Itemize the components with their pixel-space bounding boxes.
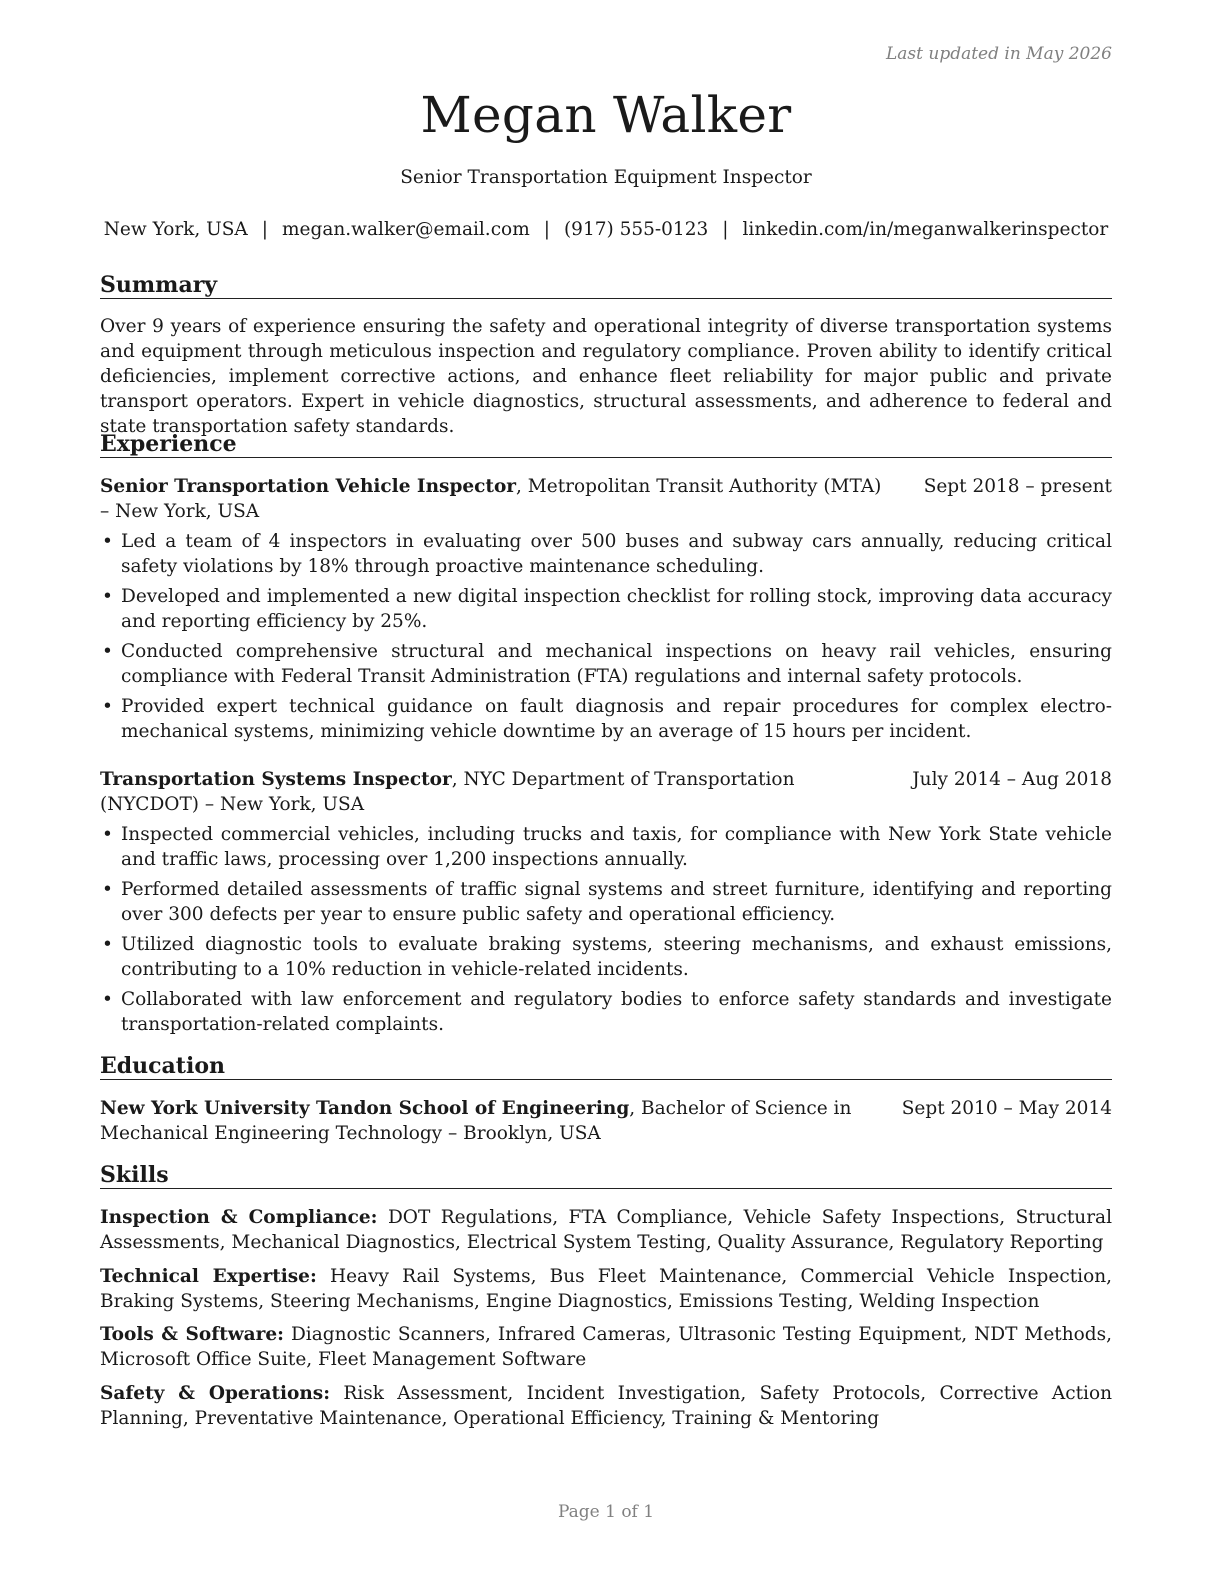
job-bullet-list [100,529,1112,749]
section-title-summary: Summary [100,272,1112,299]
summary-text: Over 9 years of experience ensuring the safety and operational integrity of diverse transportation systems and equipment through meticulous inspection and regulatory compliance. Proven ability to identify critical deficiencies, implement corrective actions, and enhance fleet reliability for major public and private transport operators. Expert in vehicle diagnostics, structural assessments, and adherence to federal and state transportation safety standards. [100,316,1112,437]
job-organization: , NYC Department of Transportation (NYCDOT) – New York, USA [100,769,795,815]
skill-group [100,1322,1112,1372]
contact-separator: | [261,219,269,240]
job-dates: July 2014 – Aug 2018 [912,769,1112,790]
job-bullet: • Conducted comprehensive structural and mechanical inspections on heavy rail vehicles, ensuring compliance with Federal Transit Administration (FTA) regulations and internal safety protocols. [100,639,1112,689]
job-role: Transportation Systems Inspector [100,769,452,790]
skill-group [100,1381,1112,1431]
section-title-education: Education [100,1053,1112,1080]
last-updated-note: Last updated in May 2026 [885,44,1112,64]
job-bullet: • Led a team of 4 inspectors in evaluating over 500 buses and subway cars annually, reducing critical safety violations by 18% through proactive maintenance scheduling. [100,529,1112,579]
job-role: Senior Transportation Vehicle Inspector [100,476,517,497]
skill-group-items: Heavy Rail Systems, Bus Fleet Maintenance, Commercial Vehicle Inspection, Braking Systems, Steering Mechanisms, Engine Diagnostics, Emissions Testing, Welding Inspection [100,1266,1112,1312]
section-title-experience: Experience [100,431,1112,458]
job-bullet: • Utilized diagnostic tools to evaluate braking systems, steering mechanisms, and exhaust emissions, contributing to a 10% reduction in vehicle-related incidents. [100,932,1112,982]
skill-group-label: Tools & Software: [100,1324,284,1345]
job-bullet: • Performed detailed assessments of traffic signal systems and street furniture, identifying and reporting over 300 defects per year to ensure public safety and operational efficiency. [100,877,1112,927]
resume-page [100,0,1112,1584]
job-bullet: • Provided expert technical guidance on fault diagnosis and repair procedures for complex electro-mechanical systems, minimizing vehicle downtime by an average of 15 hours per incident. [100,694,1112,744]
candidate-headline: Senior Transportation Equipment Inspector [400,167,812,188]
skill-group [100,1264,1112,1314]
education-dates: Sept 2010 – May 2014 [901,1098,1112,1119]
job-bullet-list [100,822,1112,1042]
skill-group-label: Technical Expertise: [100,1266,317,1287]
section-title-skills: Skills [100,1162,1112,1189]
contact-separator: | [543,219,550,240]
contact-location: New York, USA [103,219,248,240]
skill-group-label: Safety & Operations: [100,1383,331,1404]
contact-linkedin[interactable]: linkedin.com/in/meganwalkerinspector [742,219,1109,240]
contact-line [100,219,1112,240]
degree-text: , Bachelor of Science in Mechanical Engineering Technology – Brooklyn, USA [100,1098,852,1144]
skill-group-items: Diagnostic Scanners, Infrared Cameras, Ultrasonic Testing Equipment, NDT Methods, Microsoft Office Suite, Fleet Management Software [100,1324,1112,1370]
skill-group-items: Risk Assessment, Incident Investigation, Safety Protocols, Corrective Action Planning, Preventative Maintenance, Operational Efficiency, Training & Mentoring [100,1383,1112,1429]
skill-group-items: DOT Regulations, FTA Compliance, Vehicle Safety Inspections, Structural Assessments, Mechanical Diagnostics, Electrical System Testing, Quality Assurance, Regulatory Reporting [100,1207,1112,1253]
contact-email[interactable]: megan.walker@email.com [282,219,530,240]
contact-phone[interactable]: (917) 555-0123 [563,219,709,240]
skill-group-label: Inspection & Compliance: [100,1207,378,1228]
job-bullet: • Collaborated with law enforcement and regulatory bodies to enforce safety standards and investigate transportation-related complaints. [100,987,1112,1037]
skill-group [100,1205,1112,1255]
page-number: Page 1 of 1 [557,1502,655,1522]
job-bullet: • Inspected commercial vehicles, including trucks and taxis, for compliance with New York State vehicle and traffic laws, processing over 1,200 inspections annually. [100,822,1112,872]
job-header [100,767,1112,817]
contact-separator: | [722,219,729,240]
job-bullet: • Developed and implemented a new digital inspection checklist for rolling stock, improving data accuracy and reporting efficiency by 25%. [100,584,1112,634]
job-organization: , Metropolitan Transit Authority (MTA) – New York, USA [100,476,882,522]
school-name: New York University Tandon School of Engineering [100,1098,630,1119]
education-entry [100,1096,1112,1146]
job-header [100,474,1112,524]
job-dates: Sept 2018 – present [923,476,1112,497]
candidate-name: Megan Walker [420,86,792,144]
